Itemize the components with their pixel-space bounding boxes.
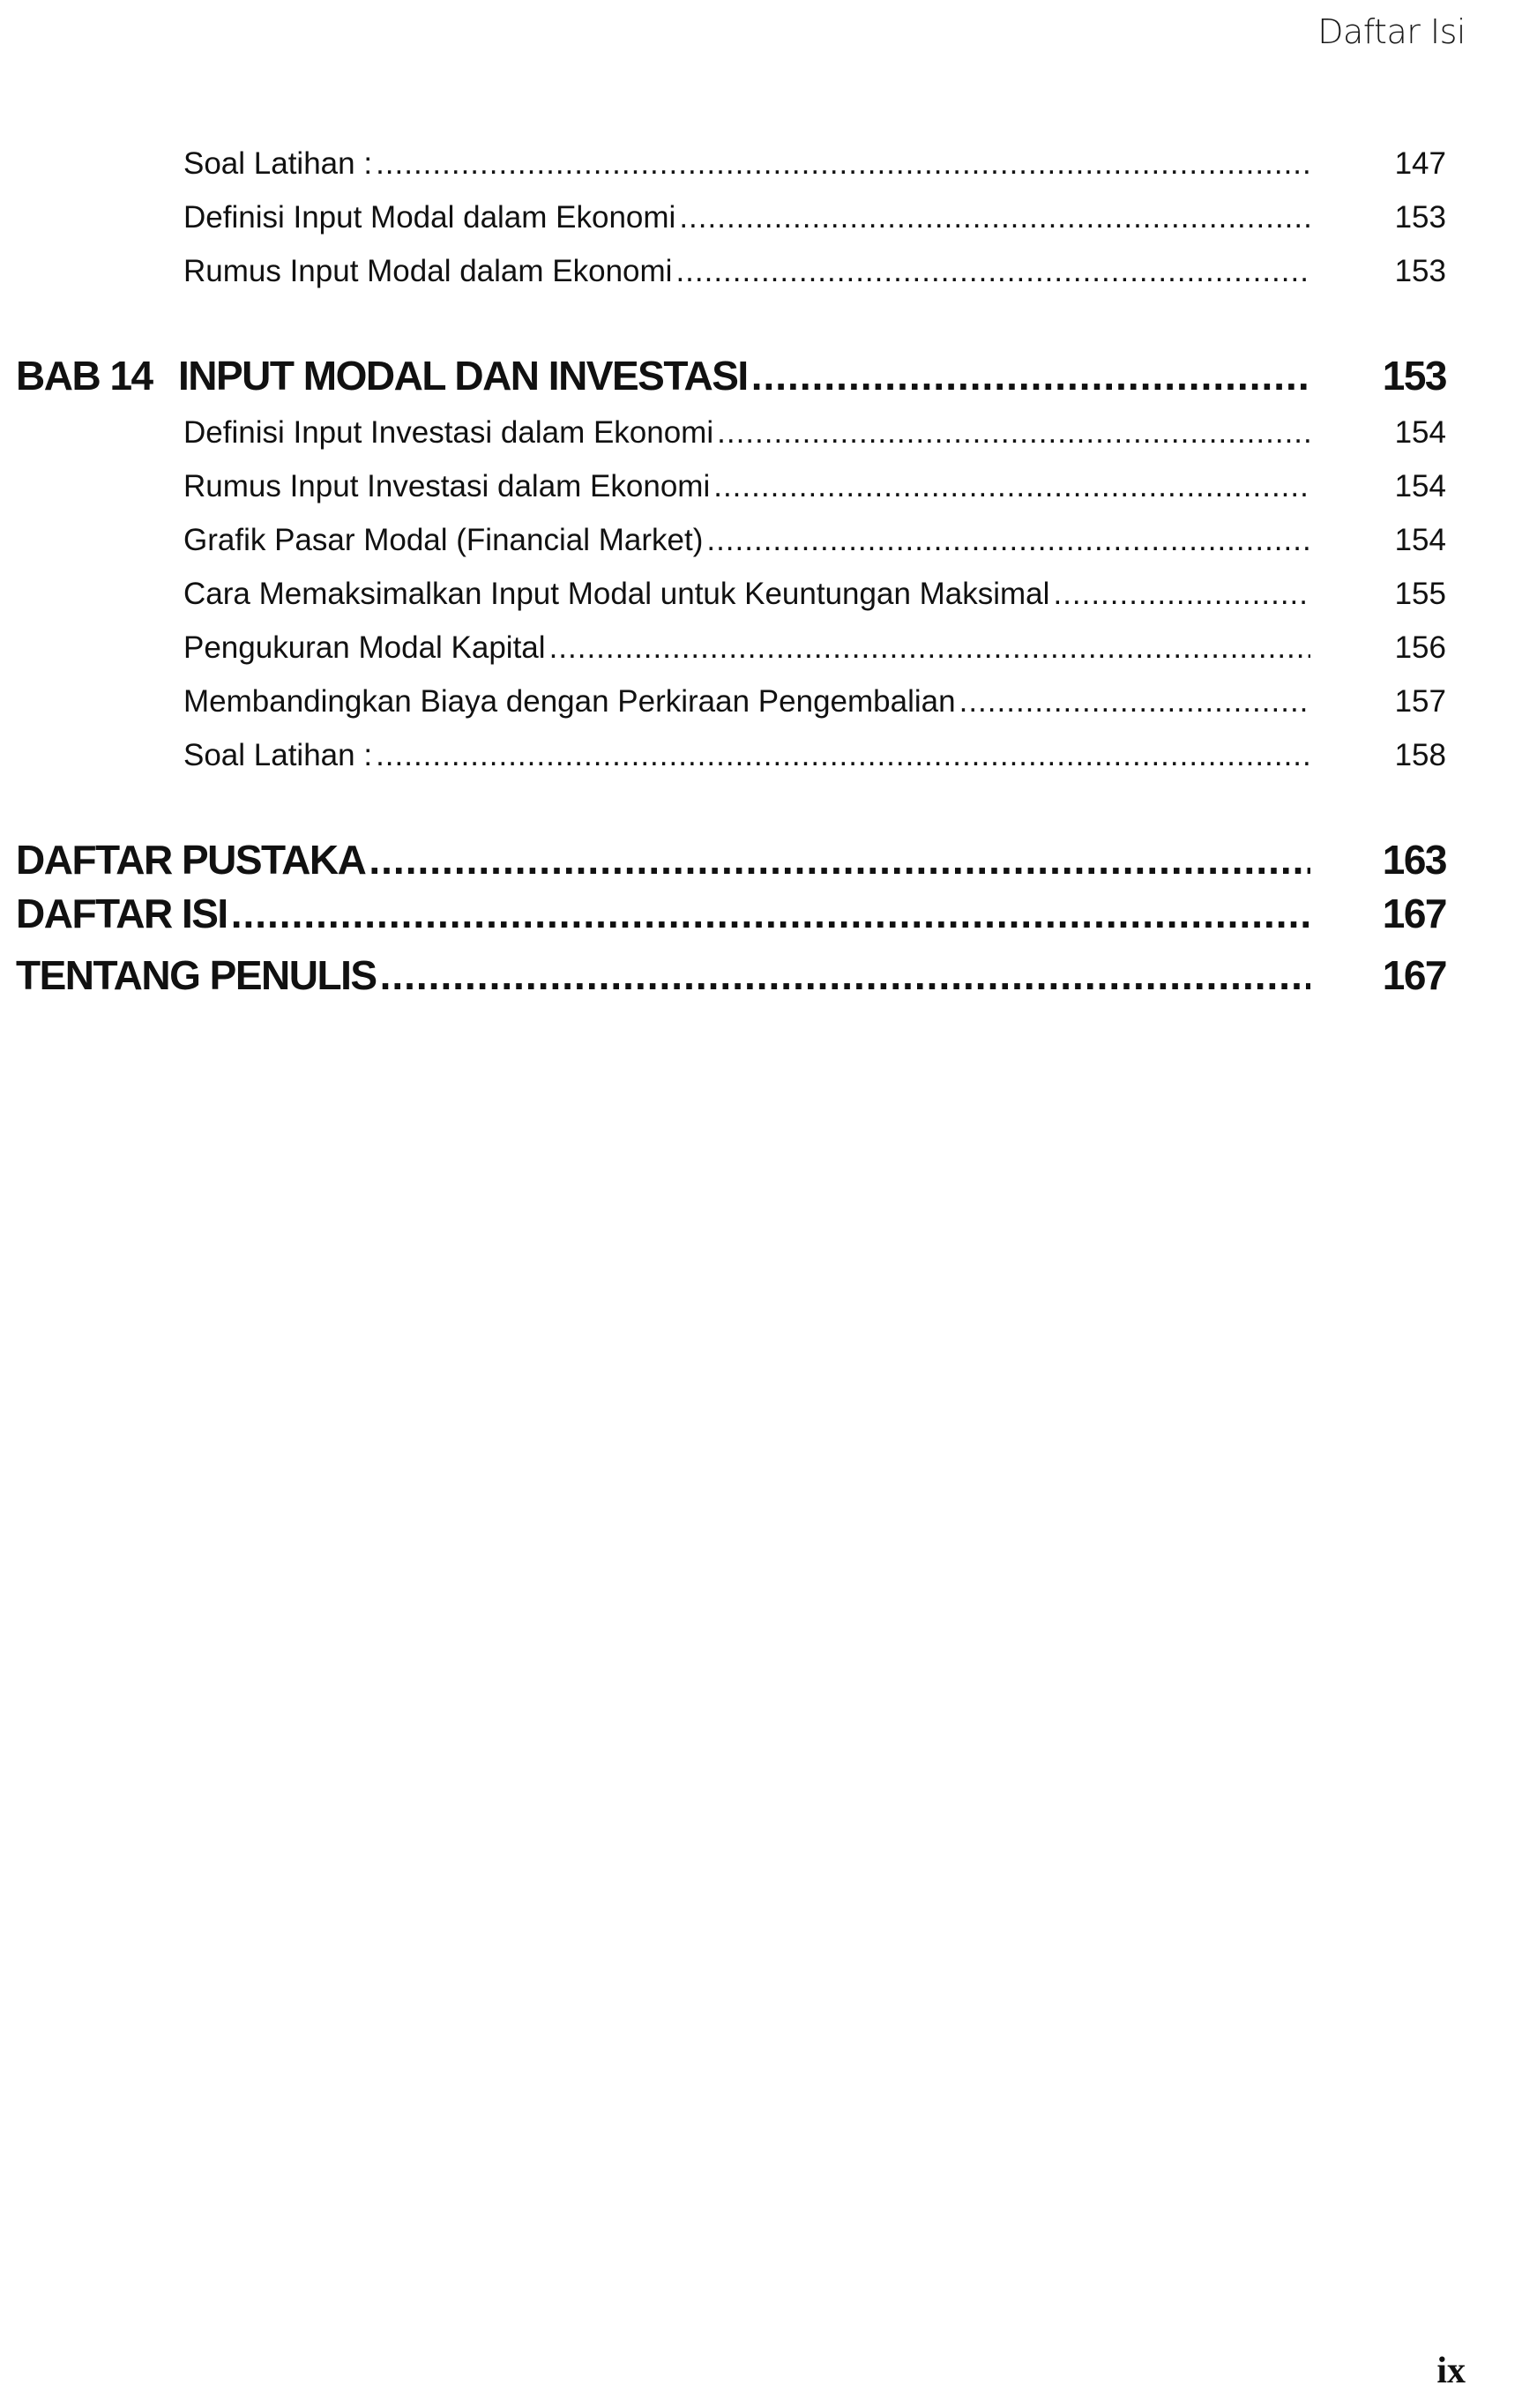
toc-entry-label: Grafik Pasar Modal (Financial Market) [183, 523, 704, 557]
chapter-title: INPUT MODAL DAN INVESTASI [178, 353, 748, 399]
chapter-heading[interactable] [16, 351, 1446, 400]
toc-entry[interactable] [183, 629, 1446, 667]
toc-entry-page: 154 [1394, 523, 1446, 557]
dot-leader [751, 351, 1310, 400]
toc-entry-label: Membandingkan Biaya dengan Perkiraan Pengembalian [183, 684, 956, 719]
dot-leader [717, 414, 1310, 452]
toc-entry[interactable] [183, 467, 1446, 506]
dot-leader [713, 467, 1310, 506]
toc-entry[interactable] [183, 414, 1446, 452]
toc-entry[interactable] [183, 252, 1446, 291]
dot-leader [679, 198, 1310, 237]
toc-entry-page: 154 [1394, 469, 1446, 503]
chapter-page: 153 [1382, 353, 1446, 399]
toc-major-page: 163 [1382, 837, 1446, 883]
dot-leader [1053, 575, 1310, 614]
toc-entry-label: Soal Latihan : [183, 738, 373, 772]
toc-entry-label: Soal Latihan : [183, 146, 373, 181]
toc-entry-page: 158 [1394, 738, 1446, 772]
dot-leader [376, 736, 1310, 775]
running-header: Daftar Isi [1317, 12, 1466, 51]
toc-entry-label: Rumus Input Modal dalam Ekonomi [183, 254, 673, 288]
toc-entry-label: Definisi Input Investasi dalam Ekonomi [183, 415, 714, 450]
toc-major-entry[interactable] [16, 889, 1446, 938]
dot-leader [706, 521, 1310, 560]
toc-major-entry[interactable] [16, 951, 1446, 1000]
dot-leader [959, 682, 1310, 721]
toc-major-label: TENTANG PENULIS [16, 952, 377, 998]
dot-leader [376, 145, 1310, 183]
chapter-number: BAB 14 [16, 353, 153, 399]
dot-leader [675, 252, 1310, 291]
toc-entry[interactable] [183, 198, 1446, 237]
toc-entry-page: 157 [1394, 684, 1446, 719]
toc-entry-label: Cara Memaksimalkan Input Modal untuk Keuntungan Maksimal [183, 577, 1050, 611]
toc-entry[interactable] [183, 521, 1446, 560]
toc-major-label: DAFTAR ISI [16, 891, 228, 936]
dot-leader [380, 951, 1310, 1000]
toc-major-label: DAFTAR PUSTAKA [16, 837, 366, 883]
toc-entry-label: Rumus Input Investasi dalam Ekonomi [183, 469, 711, 503]
toc-entry[interactable] [183, 145, 1446, 183]
toc-entry-page: 156 [1394, 630, 1446, 665]
toc-entry[interactable] [183, 575, 1446, 614]
toc-major-entry[interactable] [16, 835, 1446, 884]
toc-entry[interactable] [183, 736, 1446, 775]
toc-entry-page: 153 [1394, 200, 1446, 235]
toc-entry-label: Definisi Input Modal dalam Ekonomi [183, 200, 676, 235]
toc-major-page: 167 [1382, 952, 1446, 998]
toc-major-page: 167 [1382, 891, 1446, 936]
toc-entry-page: 147 [1394, 146, 1446, 181]
toc-entry-page: 155 [1394, 577, 1446, 611]
dot-leader [231, 889, 1310, 938]
dot-leader [549, 629, 1310, 667]
toc-entry-page: 153 [1394, 254, 1446, 288]
toc-entry-label: Pengukuran Modal Kapital [183, 630, 546, 665]
toc-entry-page: 154 [1394, 415, 1446, 450]
toc-entry[interactable] [183, 682, 1446, 721]
page-number: ix [1436, 2351, 1466, 2391]
dot-leader [369, 835, 1310, 884]
